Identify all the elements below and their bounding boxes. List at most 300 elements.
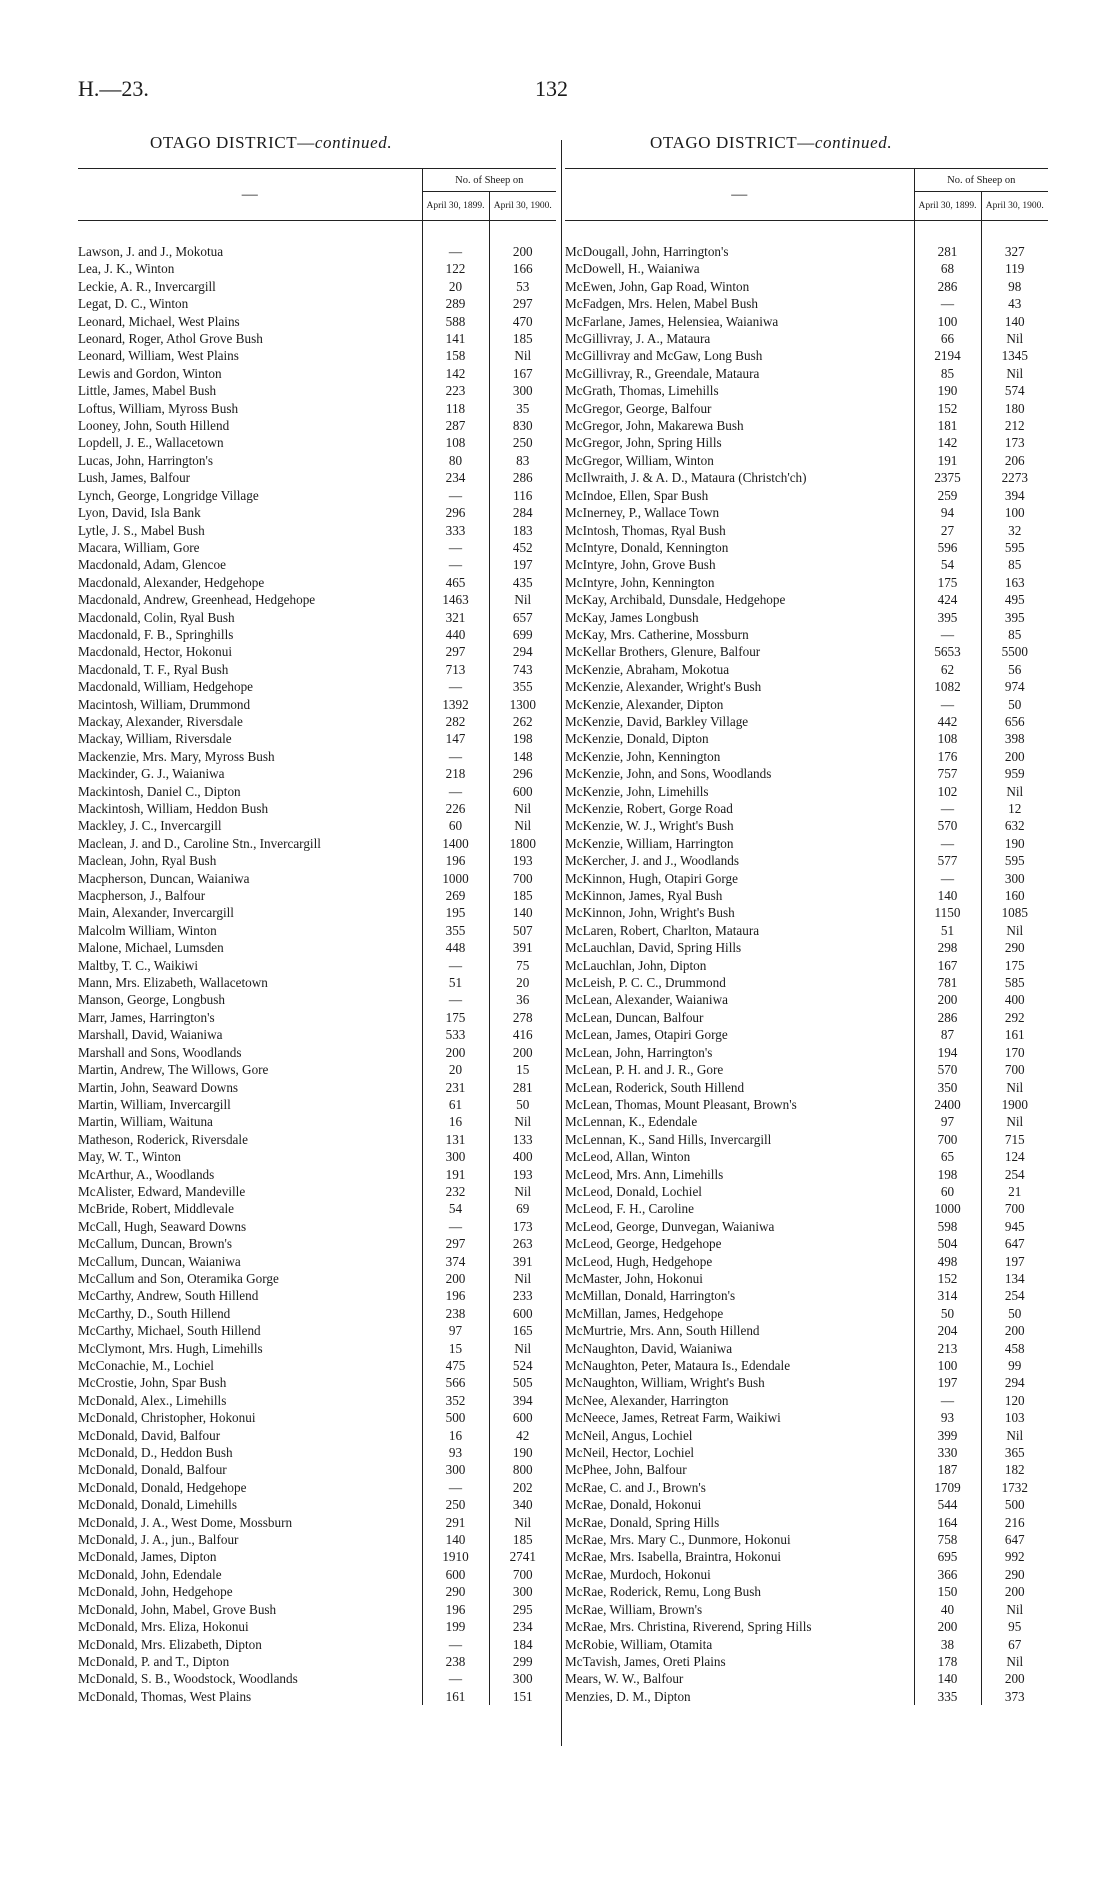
table-row: [565, 1461, 1048, 1478]
table-row: [565, 330, 1048, 347]
sheep-1900: 290: [981, 1566, 1048, 1583]
sheep-1899: 93: [422, 1444, 489, 1461]
sheep-1899: 269: [422, 887, 489, 904]
table-row: [78, 1444, 556, 1461]
owner-name: McLeod, Mrs. Ann, Limehills: [565, 1166, 724, 1182]
table-row: [78, 1653, 556, 1670]
table-row: [78, 1374, 556, 1391]
sheep-1899: 296: [422, 504, 489, 521]
sheep-1900: 2741: [489, 1548, 556, 1565]
sheep-1900: Nil: [981, 783, 1048, 800]
left-table-body: [78, 221, 556, 1706]
sheep-1899: 200: [914, 1618, 981, 1635]
table-row: [78, 1235, 556, 1252]
table-row: [78, 1670, 556, 1687]
sheep-1900: 35: [489, 400, 556, 417]
sheep-1899: 27: [914, 522, 981, 539]
sheep-1900: 657: [489, 609, 556, 626]
sheep-1900: 56: [981, 661, 1048, 678]
table-row: [78, 957, 556, 974]
table-row: [565, 1444, 1048, 1461]
sheep-1900: 200: [981, 1322, 1048, 1339]
sheep-1900: 175: [981, 957, 1048, 974]
owner-name: McDonald, P. and T., Dipton: [78, 1653, 230, 1669]
owner-name: Matheson, Roderick, Riversdale: [78, 1131, 248, 1147]
owner-name: McDonald, Christopher, Hokonui: [78, 1410, 256, 1426]
table-row: [78, 1357, 556, 1374]
sheep-1900: 300: [489, 1670, 556, 1687]
owner-name: Mann, Mrs. Elizabeth, Wallacetown: [78, 975, 268, 991]
table-row: [565, 609, 1048, 626]
sheep-1899: 194: [914, 1044, 981, 1061]
table-row: [565, 713, 1048, 730]
owner-name: Malcolm William, Winton: [78, 922, 217, 938]
sheep-1900: 2273: [981, 469, 1048, 486]
sheep-1900: 300: [489, 1583, 556, 1600]
table-row: [78, 974, 556, 991]
sheep-1900: 85: [981, 626, 1048, 643]
table-row: [78, 1322, 556, 1339]
owner-name: McDonald, Mrs. Elizabeth, Dipton: [78, 1636, 262, 1652]
owner-name: McKinnon, James, Ryal Bush: [565, 888, 723, 904]
sheep-1900: 20: [489, 974, 556, 991]
sheep-1900: 700: [489, 870, 556, 887]
owner-name: Lea, J. K., Winton: [78, 261, 175, 277]
sheep-1899: —: [914, 1392, 981, 1409]
sheep-1899: 566: [422, 1374, 489, 1391]
table-row: [78, 1461, 556, 1478]
table-row: [78, 870, 556, 887]
owner-name: McNee, Alexander, Harrington: [565, 1392, 729, 1408]
sheep-1899: 335: [914, 1688, 981, 1705]
owner-name: Macintosh, William, Drummond: [78, 696, 251, 712]
owner-name: McKenzie, W. J., Wright's Bush: [565, 818, 734, 834]
document-id: H.—23.: [78, 76, 149, 101]
sheep-1900: Nil: [981, 1427, 1048, 1444]
sheep-1900: Nil: [489, 817, 556, 834]
sheep-1900: 197: [981, 1253, 1048, 1270]
sheep-1899: 1000: [914, 1200, 981, 1217]
owner-name: McLean, Roderick, South Hillend: [565, 1079, 745, 1095]
owner-name: McMillan, James, Hedgehope: [565, 1305, 724, 1321]
sheep-1899: 175: [914, 574, 981, 591]
sheep-1900: 1300: [489, 696, 556, 713]
sheep-1899: 16: [422, 1427, 489, 1444]
owner-name: McIntyre, John, Grove Bush: [565, 557, 716, 573]
sheep-1899: 142: [914, 434, 981, 451]
sheep-1899: —: [422, 678, 489, 695]
owner-name: McDonald, James, Dipton: [78, 1549, 217, 1565]
owner-name: McDonald, S. B., Woodstock, Woodlands: [78, 1671, 298, 1687]
table-row: [78, 609, 556, 626]
sheep-1899: 1910: [422, 1548, 489, 1565]
table-row: [78, 765, 556, 782]
sheep-1900: 250: [489, 434, 556, 451]
owner-name: Lynch, George, Longridge Village: [78, 487, 259, 503]
sheep-1899: 757: [914, 765, 981, 782]
sheep-1899: 80: [422, 452, 489, 469]
owner-name: McRae, Donald, Hokonui: [565, 1497, 702, 1513]
owner-name: Mackay, William, Riversdale: [78, 731, 232, 747]
owner-name: McLeish, P. C. C., Drummond: [565, 975, 726, 991]
owner-name: McDougall, John, Harrington's: [565, 244, 729, 259]
table-row: [78, 243, 556, 260]
table-row: [78, 661, 556, 678]
left-year-1899: April 30, 1899.: [422, 192, 489, 221]
table-row: [565, 696, 1048, 713]
sheep-1899: 195: [422, 904, 489, 921]
sheep-1899: —: [422, 1218, 489, 1235]
sheep-1900: 600: [489, 783, 556, 800]
right-year-1900: April 30, 1900.: [981, 192, 1048, 221]
sheep-1899: 234: [422, 469, 489, 486]
sheep-1899: —: [422, 556, 489, 573]
left-name-header: —: [78, 169, 422, 221]
sheep-1900: 173: [981, 434, 1048, 451]
sheep-1899: 355: [422, 922, 489, 939]
sheep-1899: 298: [914, 939, 981, 956]
table-row: [78, 1009, 556, 1026]
sheep-1899: —: [914, 800, 981, 817]
table-row: [565, 469, 1048, 486]
sheep-1899: 226: [422, 800, 489, 817]
sheep-1899: 281: [914, 243, 981, 260]
sheep-1900: 5500: [981, 643, 1048, 660]
sheep-1900: 200: [981, 1583, 1048, 1600]
sheep-1899: 758: [914, 1531, 981, 1548]
table-row: [78, 539, 556, 556]
owner-name: McRae, William, Brown's: [565, 1601, 703, 1617]
sheep-1900: 12: [981, 800, 1048, 817]
owner-name: Lewis and Gordon, Winton: [78, 365, 222, 381]
table-row: [78, 365, 556, 382]
owner-name: McDonald, David, Balfour: [78, 1427, 221, 1443]
sheep-1900: 470: [489, 313, 556, 330]
table-row: [565, 1374, 1048, 1391]
table-row: [78, 278, 556, 295]
sheep-1899: 94: [914, 504, 981, 521]
owner-name: Lush, James, Balfour: [78, 470, 191, 486]
owner-name: McDonald, Donald, Hedgehope: [78, 1479, 247, 1495]
owner-name: McBride, Robert, Middlevale: [78, 1201, 235, 1217]
owner-name: McIntosh, Thomas, Ryal Bush: [565, 522, 726, 538]
sheep-1900: 1800: [489, 835, 556, 852]
owner-name: McConachie, M., Lochiel: [78, 1358, 214, 1373]
sheep-1900: 216: [981, 1514, 1048, 1531]
table-row: [78, 1566, 556, 1583]
sheep-1900: 234: [489, 1618, 556, 1635]
table-row: [78, 1688, 556, 1705]
sheep-1900: 299: [489, 1653, 556, 1670]
sheep-1900: 254: [981, 1287, 1048, 1304]
table-row: [565, 1392, 1048, 1409]
owner-name: McLennan, K., Sand Hills, Invercargill: [565, 1131, 772, 1147]
sheep-1899: 158: [422, 347, 489, 364]
sheep-1899: 167: [914, 957, 981, 974]
table-row: [565, 591, 1048, 608]
owner-name: McFadgen, Mrs. Helen, Mabel Bush: [565, 296, 759, 312]
sheep-1900: 600: [489, 1409, 556, 1426]
sheep-1900: 391: [489, 1253, 556, 1270]
owner-name: Little, James, Mabel Bush: [78, 383, 217, 399]
table-row: [78, 452, 556, 469]
owner-name: McCarthy, Michael, South Hillend: [78, 1323, 261, 1339]
owner-name: McRae, Mrs. Isabella, Braintra, Hokonui: [565, 1549, 782, 1565]
owner-name: Martin, William, Waituna: [78, 1114, 213, 1130]
table-row: [78, 1200, 556, 1217]
owner-name: McKenzie, Alexander, Dipton: [565, 696, 724, 712]
sheep-1899: —: [422, 1479, 489, 1496]
table-row: [565, 260, 1048, 277]
sheep-1900: 15: [489, 1061, 556, 1078]
sheep-1899: 97: [914, 1113, 981, 1130]
table-row: [78, 1131, 556, 1148]
table-row: [78, 330, 556, 347]
sheep-1899: 350: [914, 1079, 981, 1096]
sheep-1900: 974: [981, 678, 1048, 695]
sheep-1899: 141: [422, 330, 489, 347]
sheep-1899: 191: [914, 452, 981, 469]
table-row: [78, 852, 556, 869]
sheep-1900: 452: [489, 539, 556, 556]
table-row: [565, 1653, 1048, 1670]
table-row: [565, 539, 1048, 556]
left-sheep-header: No. of Sheep on: [422, 169, 556, 192]
table-row: [78, 469, 556, 486]
table-row: [565, 957, 1048, 974]
sheep-1899: —: [422, 957, 489, 974]
owner-name: Lawson, J. and J., Mokotua: [78, 244, 224, 259]
owner-name: McCrostie, John, Spar Bush: [78, 1375, 227, 1391]
sheep-1900: 50: [981, 1305, 1048, 1322]
sheep-1899: —: [422, 539, 489, 556]
owner-name: Macdonald, F. B., Springhills: [78, 626, 234, 642]
sheep-1899: 100: [914, 1357, 981, 1374]
owner-name: McLauchlan, John, Dipton: [565, 957, 707, 973]
owner-name: McGregor, John, Spring Hills: [565, 435, 722, 451]
owner-name: McLauchlan, David, Spring Hills: [565, 940, 742, 956]
owner-name: Martin, John, Seaward Downs: [78, 1079, 239, 1095]
sheep-1899: 54: [422, 1200, 489, 1217]
owner-name: McLean, James, Otapiri Gorge: [565, 1027, 728, 1043]
sheep-1900: Nil: [489, 347, 556, 364]
sheep-1900: 284: [489, 504, 556, 521]
owner-name: McDonald, J. A., West Dome, Mossburn: [78, 1514, 293, 1530]
table-row: [565, 487, 1048, 504]
sheep-1899: —: [422, 991, 489, 1008]
sheep-1899: —: [422, 1670, 489, 1687]
sheep-1900: 83: [489, 452, 556, 469]
sheep-1899: 290: [422, 1583, 489, 1600]
sheep-1899: 286: [914, 1009, 981, 1026]
sheep-1900: 574: [981, 382, 1048, 399]
sheep-1899: 140: [914, 1670, 981, 1687]
owner-name: McGregor, George, Balfour: [565, 400, 712, 416]
sheep-1900: 600: [489, 1305, 556, 1322]
sheep-1900: 656: [981, 713, 1048, 730]
table-row: [565, 574, 1048, 591]
sheep-1899: 5653: [914, 643, 981, 660]
sheep-1900: 595: [981, 852, 1048, 869]
sheep-1899: 196: [422, 1601, 489, 1618]
owner-name: Mackay, Alexander, Riversdale: [78, 713, 243, 729]
table-row: [565, 904, 1048, 921]
sheep-1900: 373: [981, 1688, 1048, 1705]
sheep-1900: 524: [489, 1357, 556, 1374]
sheep-1900: 21: [981, 1183, 1048, 1200]
owner-name: Maclean, John, Ryal Bush: [78, 853, 217, 869]
owner-name: McFarlane, James, Helensiea, Waianiwa: [565, 313, 779, 329]
table-row: [565, 417, 1048, 434]
sheep-1900: 43: [981, 295, 1048, 312]
sheep-1900: 416: [489, 1026, 556, 1043]
sheep-1899: 577: [914, 852, 981, 869]
sheep-1899: 238: [422, 1653, 489, 1670]
table-row: [565, 852, 1048, 869]
table-row: [78, 939, 556, 956]
sheep-1900: Nil: [981, 1079, 1048, 1096]
sheep-1900: 292: [981, 1009, 1048, 1026]
owner-name: McIntyre, Donald, Kennington: [565, 539, 729, 555]
sheep-1900: 163: [981, 574, 1048, 591]
sheep-1899: 232: [422, 1183, 489, 1200]
sheep-1900: 1732: [981, 1479, 1048, 1496]
table-row: [565, 382, 1048, 399]
sheep-1899: 196: [422, 852, 489, 869]
sheep-1899: 147: [422, 730, 489, 747]
sheep-1900: 700: [489, 1566, 556, 1583]
sheep-1899: 588: [422, 313, 489, 330]
sheep-1899: 108: [914, 730, 981, 747]
owner-name: McDonald, Donald, Limehills: [78, 1497, 237, 1513]
owner-name: McNeece, James, Retreat Farm, Waikiwi: [565, 1410, 781, 1426]
sheep-1900: 185: [489, 330, 556, 347]
table-row: [78, 1113, 556, 1130]
owner-name: McRae, Mrs. Christina, Riverend, Spring Hills: [565, 1619, 812, 1635]
sheep-1899: 395: [914, 609, 981, 626]
table-row: [565, 991, 1048, 1008]
table-row: [565, 1096, 1048, 1113]
sheep-1899: 695: [914, 1548, 981, 1565]
owner-name: Mackley, J. C., Invercargill: [78, 818, 222, 834]
sheep-1899: 1463: [422, 591, 489, 608]
sheep-1900: 394: [489, 1392, 556, 1409]
owner-name: McLeod, George, Hedgehope: [565, 1236, 722, 1252]
sheep-1900: 202: [489, 1479, 556, 1496]
owner-name: Marshall, David, Waianiwa: [78, 1027, 223, 1043]
sheep-1900: 300: [981, 870, 1048, 887]
owner-name: Mackintosh, William, Heddon Bush: [78, 801, 269, 816]
sheep-1900: 173: [489, 1218, 556, 1235]
sheep-1899: 366: [914, 1566, 981, 1583]
sheep-1899: 204: [914, 1322, 981, 1339]
owner-name: McInerney, P., Wallace Town: [565, 505, 720, 521]
sheep-1900: 32: [981, 522, 1048, 539]
sheep-1899: —: [422, 783, 489, 800]
sheep-1899: 66: [914, 330, 981, 347]
sheep-1899: 600: [422, 1566, 489, 1583]
table-row: [78, 1305, 556, 1322]
sheep-1899: 286: [914, 278, 981, 295]
owner-name: Macdonald, T. F., Ryal Bush: [78, 661, 229, 677]
sheep-1899: 259: [914, 487, 981, 504]
sheep-1900: 200: [489, 1044, 556, 1061]
owner-name: Legat, D. C., Winton: [78, 296, 189, 312]
sheep-1899: 100: [914, 313, 981, 330]
table-row: [78, 1096, 556, 1113]
sheep-1900: 290: [981, 939, 1048, 956]
sheep-1900: 182: [981, 1461, 1048, 1478]
owner-name: McKay, James Longbush: [565, 609, 699, 625]
sheep-1900: 50: [489, 1096, 556, 1113]
owner-name: McIntyre, John, Kennington: [565, 574, 715, 590]
table-row: [565, 1183, 1048, 1200]
owner-name: McLean, Duncan, Balfour: [565, 1009, 704, 1025]
sheep-1900: 281: [489, 1079, 556, 1096]
owner-name: McKinnon, Hugh, Otapiri Gorge: [565, 870, 739, 886]
table-row: [565, 295, 1048, 312]
sheep-1900: 165: [489, 1322, 556, 1339]
sheep-1899: 424: [914, 591, 981, 608]
sheep-1900: 395: [981, 609, 1048, 626]
table-row: [78, 748, 556, 765]
table-row: [78, 1496, 556, 1513]
sheep-1900: 647: [981, 1531, 1048, 1548]
sheep-1900: 263: [489, 1235, 556, 1252]
owner-name: McGrath, Thomas, Limehills: [565, 383, 719, 399]
sheep-1900: 190: [489, 1444, 556, 1461]
owner-name: McGregor, John, Makarewa Bush: [565, 418, 744, 434]
sheep-1899: 218: [422, 765, 489, 782]
table-row: [78, 817, 556, 834]
sheep-1899: —: [914, 696, 981, 713]
sheep-1900: 800: [489, 1461, 556, 1478]
table-row: [565, 1009, 1048, 1026]
owner-name: McCarthy, D., South Hillend: [78, 1305, 231, 1321]
owner-name: McMillan, Donald, Harrington's: [565, 1288, 736, 1304]
table-row: [78, 487, 556, 504]
table-row: [565, 800, 1048, 817]
sheep-1899: 140: [914, 887, 981, 904]
owner-name: McKenzie, Donald, Dipton: [565, 731, 709, 747]
table-row: [78, 591, 556, 608]
sheep-1900: Nil: [981, 365, 1048, 382]
table-row: [565, 1496, 1048, 1513]
owner-name: McRobie, William, Otamita: [565, 1636, 713, 1652]
sheep-1900: Nil: [489, 1514, 556, 1531]
sheep-1900: 200: [981, 1670, 1048, 1687]
sheep-1900: 193: [489, 852, 556, 869]
sheep-1899: 61: [422, 1096, 489, 1113]
table-row: [78, 556, 556, 573]
owner-name: McKenzie, John, Limehills: [565, 783, 709, 799]
sheep-1899: 200: [914, 991, 981, 1008]
sheep-1899: 374: [422, 1253, 489, 1270]
sheep-1900: 42: [489, 1427, 556, 1444]
sheep-1899: 442: [914, 713, 981, 730]
sheep-1900: 992: [981, 1548, 1048, 1565]
sheep-1899: 65: [914, 1148, 981, 1165]
sheep-1900: 295: [489, 1601, 556, 1618]
table-row: [78, 1531, 556, 1548]
sheep-1899: 289: [422, 295, 489, 312]
sheep-1900: 67: [981, 1636, 1048, 1653]
table-row: [78, 1618, 556, 1635]
table-row: [78, 1044, 556, 1061]
sheep-1900: 340: [489, 1496, 556, 1513]
sheep-1899: 140: [422, 1531, 489, 1548]
owner-name: McGregor, William, Winton: [565, 452, 714, 468]
